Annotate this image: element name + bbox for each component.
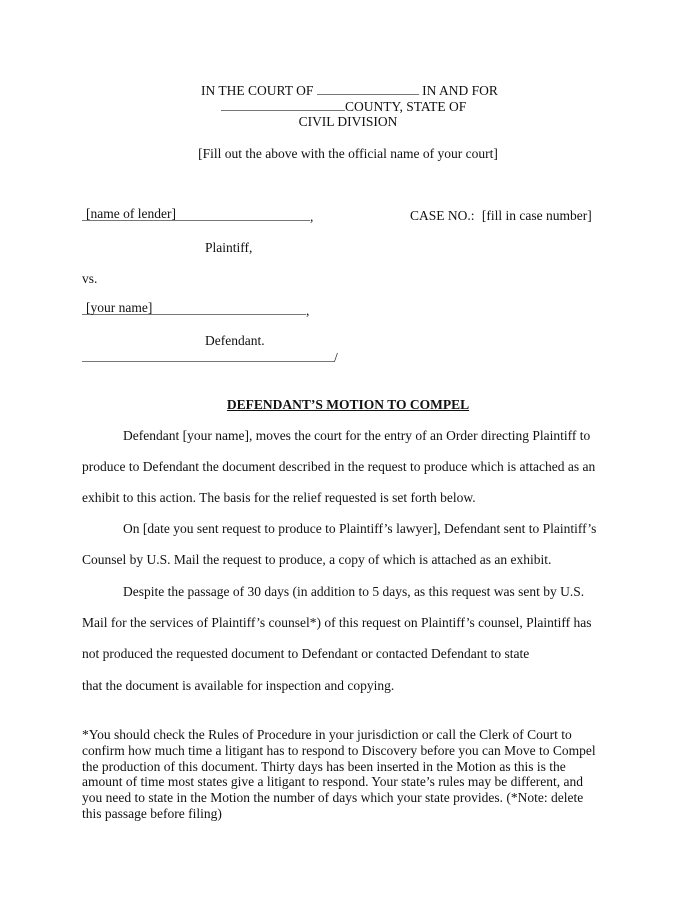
motion-line: exhibit to this action. The basis for the relief requested is set forth below.: [82, 490, 476, 505]
caption-close-blank: [82, 349, 334, 362]
case-no-label: CASE NO.:: [410, 208, 475, 223]
court-name-blank: [317, 82, 419, 95]
versus-label: vs.: [82, 271, 98, 286]
footnote-line: the production of this document. Thirty days has been inserted in the Motion as this is the: [82, 758, 566, 774]
footnote: [82, 727, 602, 822]
case-number: [410, 208, 592, 224]
footnote-line: you need to state in the Motion the number of days which your state provides. (*Note: delete: [82, 790, 584, 806]
county-blank: [221, 98, 345, 111]
motion-title: DEFENDANT’S MOTION TO COMPEL: [226, 397, 470, 412]
case-no-value: [fill in case number]: [481, 208, 592, 223]
footnote-line: this passage before filing): [82, 805, 222, 821]
comma: ,: [310, 209, 314, 224]
motion-line: not produced the requested document to Defendant or contacted Defendant to state: [82, 646, 530, 661]
motion-line: Counsel by U.S. Mail the request to produce, a copy of which is attached as an exhibit.: [82, 552, 552, 567]
plaintiff-name-blank: [82, 208, 310, 221]
civil-division-label: CIVIL DIVISION: [298, 114, 398, 129]
plaintiff-name-line: [82, 208, 313, 225]
footnote-line: *You should check the Rules of Procedure in your jurisdiction or call the Clerk of Court to: [82, 727, 572, 742]
plaintiff-label: Plaintiff,: [205, 240, 253, 255]
defendant-label: Defendant.: [205, 333, 265, 348]
plaintiff-name: [name of lender]: [86, 206, 176, 221]
court-header-line2: [221, 98, 466, 115]
court-instruction: [Fill out the above with the official name of your court]: [198, 146, 498, 161]
comma: ,: [306, 303, 310, 318]
county-state-label: COUNTY, STATE OF: [345, 99, 467, 114]
court-header-line1: [201, 82, 498, 99]
footnote-line: confirm how much time a litigant has to respond to Discovery before you can Move to Compel: [82, 742, 596, 758]
motion-line: that the document is available for inspection and copying.: [82, 678, 395, 693]
motion-line: Despite the passage of 30 days (in addition to 5 days, as this request was sent by U.S.: [123, 584, 585, 599]
footnote-line: amount of time most states give a litigant to respond. Your state’s rules may be different, and: [82, 774, 584, 790]
motion-line: On [date you sent request to produce to Plaintiff’s lawyer], Defendant sent to Plaintiff’s: [123, 521, 597, 536]
caption-close-line: [82, 349, 338, 366]
motion-line: Mail for the services of Plaintiff’s counsel*) of this request on Plaintiff’s counsel, Plaintiff has: [82, 615, 592, 630]
motion-line: Defendant [your name], moves the court for the entry of an Order directing Plaintiff to: [123, 428, 591, 443]
defendant-name: [your name]: [86, 300, 153, 315]
defendant-name-blank: [82, 302, 306, 315]
caption-slash: /: [334, 350, 338, 365]
court-label: IN THE COURT OF: [201, 83, 314, 98]
defendant-name-line: [82, 302, 309, 319]
motion-line: produce to Defendant the document described in the request to produce which is attached as an: [82, 459, 596, 474]
in-and-for-label: IN AND FOR: [422, 83, 498, 98]
